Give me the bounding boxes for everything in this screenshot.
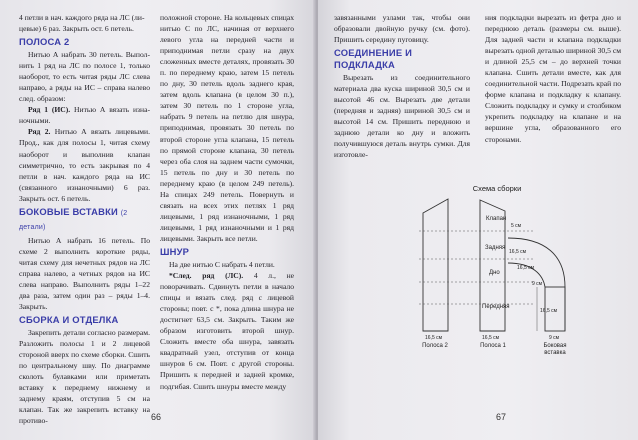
heading-polosa-2: ПОЛОСА 2 [19, 36, 70, 48]
shnur-row-text: 4 л., не поворачивать. Сдвинуть петли в начало спицы и вязать след. ряд с лицевой стороны; повт. с *, пока длина шнура не достигнет 63,5 см. Закрыть. Таким же образом изготовить второй шнур. Сложить вместе оба шнура, завязать квадратный узел, отступив от конца шнуров 6 см. Повт. с другой стороны. Пришить к передней и задней кромке, подгибая. Сшить шнуры вместе между [160, 271, 295, 391]
dim-9cm-2: 9 см [549, 335, 560, 341]
label-zadnyaya: Задняя [485, 245, 506, 251]
left-column-1 [19, 12, 150, 427]
label-vstavka-1: Боковая [543, 343, 567, 349]
assembly-diagram-svg [405, 183, 605, 368]
label-vstavka-2: вставка [544, 350, 566, 356]
row-1-text: Нитью А вязать изна-ночными. [19, 105, 150, 126]
continued-line-1: 4 петли в нач. каждого ряда на ЛС (ли- [19, 13, 145, 22]
paragraph-row-1 [19, 104, 150, 126]
continued-line-2: цевые) 6 раз. Закрыть ост. 6 петель. [19, 24, 134, 34]
dim-16-5-e: 16,5 см [482, 335, 500, 341]
dim-9cm: 9 см [532, 281, 543, 287]
paragraph-kolcevye: положной стороне. На кольцевых спицах нитью С по ЛС, начиная от верхнего левого угла на передней части и приподнимая петли сразу на двух сложенных вместе деталях, провязать 30 п. по переднему краю, затем 15 петель по дну, 30 петель вдоль заднего края, затем вдоль клапана (в целом 30 п.), затем 30 петель по 1 стороне угла, набрать 9 петель на петлю для шнура, приподнимая, провязать 30 петель по второй стороне угла клапана, 15 петель по прямой стороне клапана, 30 петель через оба слоя на заднем части сумочки, 15 петель по дну и 30 петель по переднему краю (в целом 249 петель). На спицах 249 петель. Повернуть и связать на всех этих петлях 1 ряд лицевыми, 1 ряд изнаночными, 1 ряд лицевыми, 1 ряд изнаночными и 1 ряд лицевыми. Закрыть все петли. [160, 13, 294, 243]
label-perednyaya: Передняя [482, 304, 510, 310]
heading-sborka: СБОРКА И ОТДЕЛКА [19, 314, 119, 326]
dim-16-5-b: 16,5 см [517, 265, 535, 271]
dim-16-5-d: 16,5 см [425, 335, 443, 341]
heading-bokovye-vstavki [19, 206, 150, 234]
row-2-text: Нитью А вязать лицевыми. Прод., как для полосы 1, читая схему наоборот и выполнив клапан симметрично, то есть закрывая по 4 петли в нач. каждого ряда на ИС (связанного изнаночными) 6 раз. Закрыть ост. 6 петель. [19, 127, 150, 203]
right-column-1 [334, 12, 470, 161]
paragraph-soedinenie: Вырезать из соединительного материала два куска шириной 30,5 см и высотой 46 см. Вырезать две детали (передняя и задняя) шириной 30,5 см и высотой 14 см. Пришить переднюю и заднюю детали ко дну и вложить получившуюся деталь внутрь сумки. Для изготовле- [334, 73, 470, 160]
paragraph-bokovye: Нитью А набрать 16 петель. По схеме 2 выполнить короткие ряды, читая схему для нечетных рядов на ЛС справа налево, а четных рядов на ИС слева направо. Выполнить ряды 1–22 два раза, затем один раз – ряды 1–4. Закрыть. [19, 235, 150, 312]
page-number-left: 66 [151, 412, 162, 422]
dim-16-5-a: 16,5 см [509, 249, 527, 255]
paragraph-podkladka: ния подкладки вырезать из фетра дно и переднюю деталь (размеры см. выше). Для задней части и клапана подкладки вырезать одной деталью шириной 30,5 см и длиной 25,5 см – до верхней точки клапана. Сшить детали вместе, как для соединительной части. Подрезать край по форме клапана и подкладку к клапану. Сложить подкладку и сумку и столбиком укрепить подкладку на клапане и на вершине угла, образованного его сторонами. [485, 13, 621, 144]
paragraph-row-2 [19, 126, 150, 203]
row-2-label: Ряд 2. [28, 127, 51, 137]
diagram-title: Схема сборки [472, 184, 522, 193]
shnur-row-label: *След. ряд (ЛС). [169, 271, 244, 281]
paragraph-shnur-2 [160, 270, 294, 392]
strip-2-shape [423, 199, 448, 331]
dim-16-5-c: 16,5 см [540, 308, 558, 314]
assembly-diagram [405, 183, 605, 368]
heading-shnur: ШНУР [160, 245, 190, 257]
heading-soedinenie: СОЕДИНЕНИЕ И ПОДКЛАДКА [334, 47, 413, 71]
paragraph-polosa-2: Нитью А набрать 30 петель. Выпол-нить 1 ряд на ЛС по полосе 1, только наоборот, то есть читая ряды ЛС слева направо, а ряды на ИС – справа налево след. образом: [19, 50, 150, 104]
page-left [0, 0, 316, 440]
left-column-2 [160, 12, 294, 392]
dim-5cm: 5 см [511, 223, 522, 229]
label-polosa-2: Полоса 2 [422, 343, 448, 349]
heading-bokovye-sub: (2 детали) [19, 209, 128, 231]
right-column-2 [485, 12, 621, 145]
label-dno: Дно [489, 270, 500, 276]
label-polosa-1: Полоса 1 [480, 343, 506, 349]
page-number-right: 67 [496, 412, 507, 422]
paragraph-shnur-1: На две нитью С набрать 4 петли. [169, 259, 275, 269]
row-1-label: Ряд 1 (ИС). [28, 105, 71, 115]
paragraph-sborka: Закрепить детали согласно размерам. Разложить полосы 1 и 2 лицевой стороной вверх по схеме сборки. Сшить по центральному шву. По диаграмме сколоть булавками или приметать вставку к переднему нижнему и заднему краям, отступив 5 см на клапан. Так же закрепить вставку на противо- [19, 328, 150, 426]
paragraph-uzly: завязанными узлами так, чтобы они образовали двойную ручку (см. фото). Пришить середину пуговицу. [334, 13, 470, 45]
label-klapan: Клапан [486, 216, 507, 222]
heading-bokovye-text: БОКОВЫЕ ВСТАВКИ [19, 205, 118, 217]
